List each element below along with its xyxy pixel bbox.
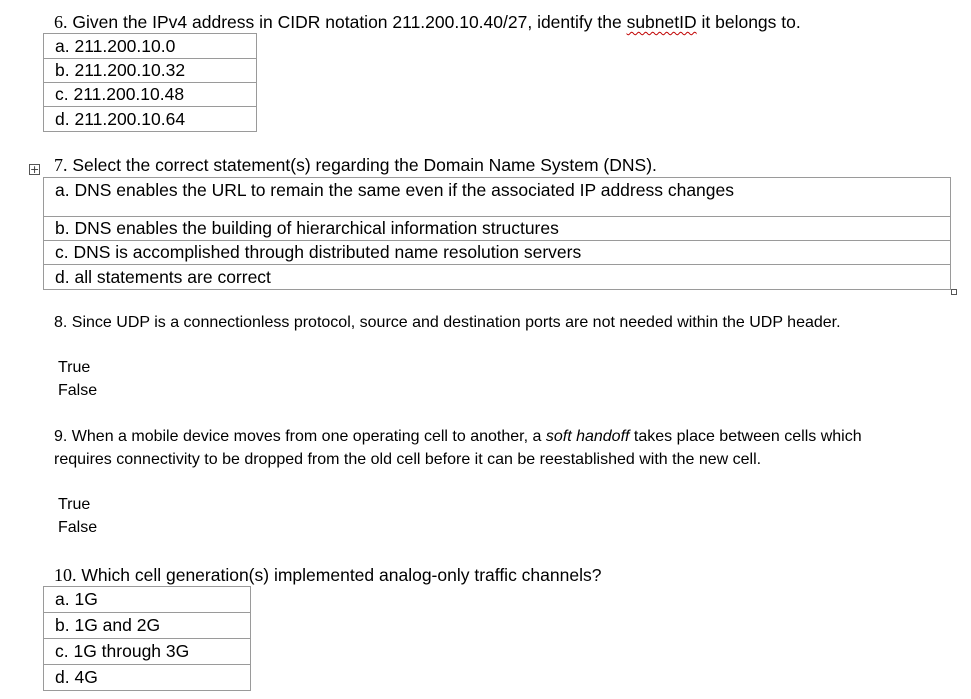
q7-prompt (54, 155, 657, 176)
q7-option-d[interactable]: d. all statements are correct (44, 265, 951, 290)
q7-number: 7. (54, 155, 68, 175)
q10-option-b[interactable]: b. 1G and 2G (44, 613, 251, 639)
q10-number: 10. (54, 565, 77, 585)
q9-option-true[interactable]: True (58, 496, 91, 513)
q9-text: 9. When a mobile device moves from one operating cell to another, a (54, 428, 542, 445)
q8-option-false[interactable]: False (58, 382, 98, 399)
q6-option-c[interactable]: c. 211.200.10.48 (44, 83, 257, 107)
q6-option-b[interactable]: b. 211.200.10.32 (44, 59, 257, 83)
q10-prompt (54, 565, 601, 586)
q8-prompt: 8. Since UDP is a connectionless protocol, source and destination ports are not needed within the UDP header. (54, 314, 841, 331)
q10-option-d[interactable]: d. 4G (44, 665, 251, 691)
q7-options-table (43, 177, 951, 290)
q9-prompt-line1 (54, 428, 862, 446)
q10-option-c[interactable]: c. 1G through 3G (44, 639, 251, 665)
q7-option-c[interactable]: c. DNS is accomplished through distributed name resolution servers (44, 241, 951, 265)
q7-option-a[interactable]: a. DNS enables the URL to remain the same even if the associated IP address changes (44, 178, 951, 217)
q10-option-a[interactable]: a. 1G (44, 587, 251, 613)
q7-option-b[interactable]: b. DNS enables the building of hierarchical information structures (44, 217, 951, 241)
q6-options-table (43, 33, 257, 132)
table-resize-handle[interactable] (951, 289, 957, 295)
q10-text: Which cell generation(s) implemented analog-only traffic channels? (81, 565, 602, 585)
q6-prompt (54, 12, 801, 33)
q9-option-false[interactable]: False (58, 519, 98, 536)
q7-text: Select the correct statement(s) regarding the Domain Name System (DNS). (72, 155, 657, 175)
q9-prompt-line2: requires connectivity to be dropped from the old cell before it can be reestablished with the new cell. (54, 451, 762, 468)
q6-option-d[interactable]: d. 211.200.10.64 (44, 107, 257, 132)
q9-soft-handoff-term: soft handoff (545, 428, 630, 445)
q9-text-cont: takes place between cells which (633, 428, 862, 445)
q6-option-a[interactable]: a. 211.200.10.0 (44, 34, 257, 59)
q6-text-end: it belongs to. (701, 12, 801, 32)
table-move-handle-icon[interactable]: + (30, 163, 40, 176)
q10-options-table (43, 586, 251, 691)
q6-text: Given the IPv4 address in CIDR notation 211.200.10.40/27, identify the (72, 12, 622, 32)
q6-number: 6. (54, 12, 68, 32)
q8-option-true[interactable]: True (58, 359, 91, 376)
q6-subnetid-term: subnetID (626, 12, 697, 32)
